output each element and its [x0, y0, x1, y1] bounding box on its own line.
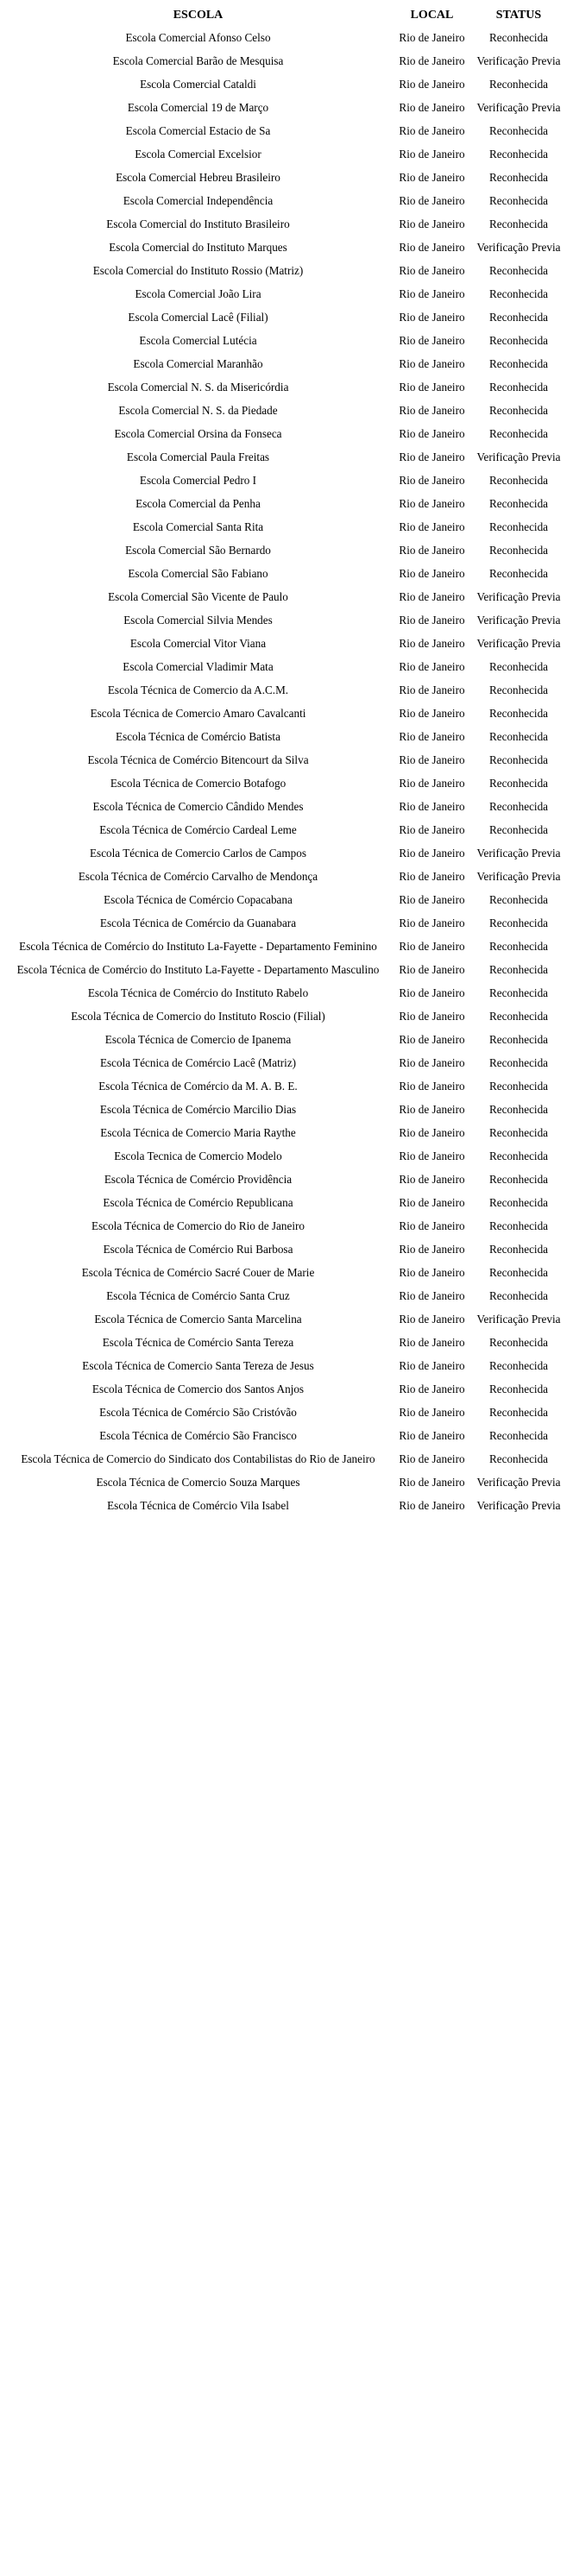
cell-escola: Escola Comercial Vladimir Mata — [123, 659, 274, 673]
cell-status: Reconhecida — [488, 217, 549, 230]
cell-escola: Escola Comercial N. S. da Piedade — [118, 403, 278, 417]
cell-status: Reconhecida — [488, 1288, 549, 1302]
table-row — [3, 958, 566, 981]
cell-local: Rio de Janeiro — [399, 566, 465, 580]
table-row — [3, 632, 566, 655]
cell-escola: Escola Comercial do Instituto Brasileiro — [106, 217, 290, 230]
cell-escola: Escola Comercial Lutécia — [139, 333, 257, 347]
table-row — [3, 841, 566, 865]
cell-escola: Escola Técnica de Comércio Copacabana — [104, 892, 293, 906]
cell-escola: Escola Comercial Paula Freitas — [126, 450, 270, 463]
table-row — [3, 1005, 566, 1028]
cell-local: Rio de Janeiro — [399, 613, 465, 627]
cell-status: Reconhecida — [488, 1172, 549, 1186]
table-row — [3, 515, 566, 539]
table-row — [3, 49, 566, 72]
cell-status: Verificação Previa — [476, 846, 561, 860]
cell-status: Reconhecida — [488, 30, 549, 44]
cell-escola: Escola Técnica de Comercio Amaro Cavalcanti — [90, 706, 306, 720]
cell-escola: Escola Técnica de Comercio de Ipanema — [104, 1032, 292, 1046]
table-row — [3, 96, 566, 119]
cell-status: Reconhecida — [488, 1195, 549, 1209]
cell-escola: Escola Técnica de Comércio Providência — [104, 1172, 293, 1186]
cell-status: Verificação Previa — [476, 54, 561, 67]
cell-escola: Escola Técnica de Comércio Rui Barbosa — [103, 1242, 293, 1256]
cell-status: Reconhecida — [488, 706, 549, 720]
cell-local: Rio de Janeiro — [399, 1195, 465, 1209]
cell-status: Reconhecida — [488, 1242, 549, 1256]
cell-escola: Escola Comercial Silvia Mendes — [123, 613, 273, 627]
table-row — [3, 1331, 566, 1354]
table-row — [3, 375, 566, 399]
cell-local: Rio de Janeiro — [399, 54, 465, 67]
table-row — [3, 445, 566, 469]
table-row — [3, 1121, 566, 1144]
cell-status: Reconhecida — [488, 822, 549, 836]
table-row — [3, 1354, 566, 1377]
cell-local: Rio de Janeiro — [399, 636, 465, 650]
cell-status: Reconhecida — [488, 520, 549, 533]
cell-escola: Escola Técnica de Comércio Bitencourt da Silva — [87, 753, 309, 766]
cell-status: Reconhecida — [488, 1079, 549, 1093]
cell-local: Rio de Janeiro — [399, 380, 465, 394]
cell-status: Reconhecida — [488, 1102, 549, 1116]
cell-escola: Escola Técnica de Comércio do Instituto Rabelo — [87, 986, 309, 999]
cell-status: Reconhecida — [488, 1149, 549, 1162]
cell-status: Reconhecida — [488, 403, 549, 417]
table-row — [3, 818, 566, 841]
cell-local: Rio de Janeiro — [399, 217, 465, 230]
cell-status: Reconhecida — [488, 683, 549, 696]
table-row — [3, 329, 566, 352]
cell-status: Reconhecida — [488, 1335, 549, 1349]
cell-status: Reconhecida — [488, 193, 549, 207]
table-row — [3, 1051, 566, 1074]
cell-local: Rio de Janeiro — [399, 520, 465, 533]
cell-status: Verificação Previa — [476, 1498, 561, 1512]
cell-escola: Escola Técnica de Comercio da A.C.M. — [107, 683, 289, 696]
cell-escola: Escola Técnica de Comercio do Rio de Janeiro — [91, 1219, 305, 1232]
cell-local: Rio de Janeiro — [399, 846, 465, 860]
cell-local: Rio de Janeiro — [399, 776, 465, 790]
cell-escola: Escola Tecnica de Comercio Modelo — [114, 1149, 282, 1162]
cell-status: Verificação Previa — [476, 613, 561, 627]
cell-escola: Escola Técnica de Comércio Lacê (Matriz) — [99, 1055, 297, 1069]
cell-local: Rio de Janeiro — [399, 426, 465, 440]
table-row — [3, 212, 566, 236]
cell-status: Reconhecida — [488, 939, 549, 953]
table-row — [3, 166, 566, 189]
table-row — [3, 26, 566, 49]
table-row — [3, 119, 566, 142]
table-row — [3, 1074, 566, 1098]
cell-escola: Escola Técnica de Comércio Santa Tereza — [102, 1335, 294, 1349]
table-row — [3, 1377, 566, 1401]
table-row — [3, 282, 566, 305]
cell-escola: Escola Técnica de Comércio Sacré Couer de Marie — [81, 1265, 315, 1279]
cell-local: Rio de Janeiro — [399, 100, 465, 114]
table-row — [3, 1284, 566, 1307]
cell-escola: Escola Comercial do Instituto Rossio (Matriz) — [92, 263, 304, 277]
cell-local: Rio de Janeiro — [399, 753, 465, 766]
cell-status: Reconhecida — [488, 333, 549, 347]
cell-local: Rio de Janeiro — [399, 147, 465, 161]
cell-local: Rio de Janeiro — [399, 1242, 465, 1256]
cell-local: Rio de Janeiro — [399, 799, 465, 813]
cell-local: Rio de Janeiro — [399, 916, 465, 929]
table-row — [3, 1401, 566, 1424]
cell-local: Rio de Janeiro — [399, 589, 465, 603]
cell-local: Rio de Janeiro — [399, 1102, 465, 1116]
cell-local: Rio de Janeiro — [399, 683, 465, 696]
cell-local: Rio de Janeiro — [399, 77, 465, 91]
cell-escola: Escola Técnica de Comércio Republicana — [103, 1195, 293, 1209]
cell-status: Reconhecida — [488, 1125, 549, 1139]
cell-escola: Escola Técnica de Comércio Vila Isabel — [107, 1498, 289, 1512]
cell-local: Rio de Janeiro — [399, 1265, 465, 1279]
cell-escola: Escola Comercial do Instituto Marques — [109, 240, 287, 254]
cell-local: Rio de Janeiro — [399, 123, 465, 137]
cell-local: Rio de Janeiro — [399, 1125, 465, 1139]
cell-escola: Escola Comercial Estacio de Sa — [125, 123, 271, 137]
cell-local: Rio de Janeiro — [399, 939, 465, 953]
cell-status: Reconhecida — [488, 543, 549, 557]
cell-status: Verificação Previa — [476, 636, 561, 650]
cell-local: Rio de Janeiro — [399, 1312, 465, 1326]
table-row — [3, 678, 566, 702]
cell-local: Rio de Janeiro — [399, 1452, 465, 1465]
table-header-row — [3, 5, 566, 26]
cell-local: Rio de Janeiro — [399, 496, 465, 510]
cell-local: Rio de Janeiro — [399, 1498, 465, 1512]
cell-escola: Escola Comercial São Fabiano — [128, 566, 268, 580]
cell-status: Reconhecida — [488, 380, 549, 394]
table-row — [3, 1471, 566, 1494]
cell-status: Reconhecida — [488, 799, 549, 813]
cell-escola: Escola Técnica de Comércio São Cristóvão — [99, 1405, 297, 1419]
cell-local: Rio de Janeiro — [399, 543, 465, 557]
cell-local: Rio de Janeiro — [399, 263, 465, 277]
cell-status: Verificação Previa — [476, 240, 561, 254]
cell-local: Rio de Janeiro — [399, 1032, 465, 1046]
cell-escola: Escola Comercial Maranhão — [133, 356, 263, 370]
table-row — [3, 1191, 566, 1214]
cell-escola: Escola Técnica de Comercio do Sindicato dos Contabilistas do Rio de Janeiro — [21, 1452, 375, 1465]
cell-local: Rio de Janeiro — [399, 310, 465, 324]
cell-escola: Escola Comercial da Penha — [135, 496, 261, 510]
schools-table — [3, 5, 566, 1517]
cell-escola: Escola Técnica de Comércio do Instituto La-Fayette - Departamento Masculino — [16, 962, 380, 976]
cell-local: Rio de Janeiro — [399, 170, 465, 184]
cell-local: Rio de Janeiro — [399, 1149, 465, 1162]
cell-local: Rio de Janeiro — [399, 892, 465, 906]
table-row — [3, 935, 566, 958]
table-row — [3, 1214, 566, 1238]
cell-status: Verificação Previa — [476, 589, 561, 603]
cell-status: Verificação Previa — [476, 1312, 561, 1326]
cell-escola: Escola Comercial 19 de Março — [127, 100, 269, 114]
table-row — [3, 259, 566, 282]
table-row — [3, 1494, 566, 1517]
table-row — [3, 1098, 566, 1121]
table-row — [3, 399, 566, 422]
cell-local: Rio de Janeiro — [399, 1358, 465, 1372]
table-row — [3, 795, 566, 818]
cell-status: Reconhecida — [488, 962, 549, 976]
table-row — [3, 725, 566, 748]
cell-local: Rio de Janeiro — [399, 1009, 465, 1023]
cell-status: Reconhecida — [488, 1382, 549, 1395]
table-row — [3, 1238, 566, 1261]
cell-escola: Escola Técnica de Comercio Carlos de Campos — [90, 846, 306, 860]
cell-local: Rio de Janeiro — [399, 193, 465, 207]
cell-escola: Escola Comercial Lacê (Filial) — [128, 310, 268, 324]
cell-status: Reconhecida — [488, 356, 549, 370]
cell-local: Rio de Janeiro — [399, 1079, 465, 1093]
cell-escola: Escola Comercial Vitor Viana — [129, 636, 267, 650]
column-header-escola: ESCOLA — [173, 9, 224, 22]
cell-local: Rio de Janeiro — [399, 986, 465, 999]
cell-escola: Escola Técnica de Comercio do Instituto Roscio (Filial) — [71, 1009, 325, 1023]
cell-status: Reconhecida — [488, 1358, 549, 1372]
table-body — [3, 26, 566, 1517]
cell-status: Reconhecida — [488, 473, 549, 487]
cell-escola: Escola Técnica de Comercio Santa Tereza de Jesus — [82, 1358, 314, 1372]
table-row — [3, 142, 566, 166]
cell-escola: Escola Técnica de Comércio do Instituto La-Fayette - Departamento Feminino — [19, 939, 377, 953]
cell-status: Reconhecida — [488, 1405, 549, 1419]
cell-escola: Escola Comercial Barão de Mesquisa — [112, 54, 284, 67]
cell-local: Rio de Janeiro — [399, 1055, 465, 1069]
cell-local: Rio de Janeiro — [399, 450, 465, 463]
cell-local: Rio de Janeiro — [399, 1288, 465, 1302]
cell-status: Verificação Previa — [476, 1475, 561, 1489]
cell-escola: Escola Comercial Pedro I — [139, 473, 257, 487]
cell-local: Rio de Janeiro — [399, 1382, 465, 1395]
cell-status: Reconhecida — [488, 892, 549, 906]
cell-escola: Escola Técnica de Comércio Cardeal Leme — [99, 822, 297, 836]
cell-status: Reconhecida — [488, 1219, 549, 1232]
table-row — [3, 1144, 566, 1168]
cell-escola: Escola Comercial Orsina da Fonseca — [114, 426, 282, 440]
table-row — [3, 469, 566, 492]
table-row — [3, 1447, 566, 1471]
cell-local: Rio de Janeiro — [399, 962, 465, 976]
table-row — [3, 422, 566, 445]
cell-status: Reconhecida — [488, 1055, 549, 1069]
cell-escola: Escola Comercial Santa Rita — [132, 520, 264, 533]
cell-local: Rio de Janeiro — [399, 1475, 465, 1489]
table-row — [3, 305, 566, 329]
cell-status: Reconhecida — [488, 566, 549, 580]
table-row — [3, 562, 566, 585]
table-row — [3, 539, 566, 562]
cell-escola: Escola Técnica de Comercio Souza Marques — [96, 1475, 300, 1489]
table-row — [3, 911, 566, 935]
table-row — [3, 772, 566, 795]
column-header-local: LOCAL — [410, 9, 454, 22]
table-row — [3, 865, 566, 888]
cell-escola: Escola Comercial Excelsior — [135, 147, 261, 161]
cell-escola: Escola Técnica de Comércio da Guanabara — [99, 916, 297, 929]
table-row — [3, 352, 566, 375]
cell-local: Rio de Janeiro — [399, 30, 465, 44]
cell-escola: Escola Técnica de Comércio Carvalho de Mendonça — [78, 869, 318, 883]
table-row — [3, 1261, 566, 1284]
table-row — [3, 748, 566, 772]
table-row — [3, 888, 566, 911]
cell-status: Reconhecida — [488, 1428, 549, 1442]
cell-escola: Escola Técnica de Comércio da M. A. B. E. — [98, 1079, 298, 1093]
cell-local: Rio de Janeiro — [399, 869, 465, 883]
cell-escola: Escola Técnica de Comércio São Francisco — [99, 1428, 297, 1442]
cell-status: Reconhecida — [488, 659, 549, 673]
table-row — [3, 608, 566, 632]
cell-status: Reconhecida — [488, 170, 549, 184]
cell-status: Reconhecida — [488, 147, 549, 161]
cell-status: Verificação Previa — [476, 869, 561, 883]
cell-status: Reconhecida — [488, 123, 549, 137]
cell-local: Rio de Janeiro — [399, 1428, 465, 1442]
cell-escola: Escola Técnica de Comercio Santa Marcelina — [94, 1312, 302, 1326]
table-row — [3, 1168, 566, 1191]
cell-escola: Escola Comercial Afonso Celso — [125, 30, 271, 44]
table-row — [3, 492, 566, 515]
cell-escola: Escola Técnica de Comércio Batista — [116, 729, 280, 743]
cell-status: Verificação Previa — [476, 100, 561, 114]
cell-escola: Escola Comercial Cataldi — [140, 77, 256, 91]
cell-local: Rio de Janeiro — [399, 1219, 465, 1232]
table-row — [3, 236, 566, 259]
cell-status: Reconhecida — [488, 1032, 549, 1046]
cell-escola: Escola Comercial João Lira — [135, 287, 261, 300]
cell-escola: Escola Técnica de Comércio Marcilio Dias — [99, 1102, 297, 1116]
cell-local: Rio de Janeiro — [399, 659, 465, 673]
cell-status: Reconhecida — [488, 310, 549, 324]
cell-local: Rio de Janeiro — [399, 729, 465, 743]
cell-escola: Escola Comercial São Vicente de Paulo — [108, 589, 288, 603]
cell-local: Rio de Janeiro — [399, 1335, 465, 1349]
cell-escola: Escola Técnica de Comercio Botafogo — [110, 776, 286, 790]
cell-status: Reconhecida — [488, 1452, 549, 1465]
table-row — [3, 702, 566, 725]
cell-escola: Escola Comercial São Bernardo — [125, 543, 271, 557]
column-header-status: STATUS — [495, 9, 542, 22]
cell-status: Reconhecida — [488, 287, 549, 300]
cell-local: Rio de Janeiro — [399, 240, 465, 254]
cell-status: Reconhecida — [488, 1265, 549, 1279]
table-row — [3, 585, 566, 608]
cell-escola: Escola Técnica de Comercio Cândido Mendes — [92, 799, 304, 813]
cell-escola: Escola Técnica de Comércio Santa Cruz — [106, 1288, 290, 1302]
cell-status: Reconhecida — [488, 753, 549, 766]
cell-local: Rio de Janeiro — [399, 706, 465, 720]
cell-status: Reconhecida — [488, 729, 549, 743]
cell-status: Reconhecida — [488, 776, 549, 790]
cell-local: Rio de Janeiro — [399, 1172, 465, 1186]
table-row — [3, 655, 566, 678]
cell-escola: Escola Técnica de Comercio dos Santos Anjos — [91, 1382, 305, 1395]
cell-local: Rio de Janeiro — [399, 333, 465, 347]
cell-status: Reconhecida — [488, 496, 549, 510]
cell-local: Rio de Janeiro — [399, 356, 465, 370]
cell-status: Reconhecida — [488, 77, 549, 91]
cell-status: Verificação Previa — [476, 450, 561, 463]
cell-status: Reconhecida — [488, 1009, 549, 1023]
cell-escola: Escola Comercial N. S. da Misericórdia — [107, 380, 289, 394]
cell-escola: Escola Técnica de Comercio Maria Raythe — [100, 1125, 296, 1139]
cell-status: Reconhecida — [488, 916, 549, 929]
cell-escola: Escola Comercial Independência — [123, 193, 274, 207]
cell-local: Rio de Janeiro — [399, 403, 465, 417]
cell-status: Reconhecida — [488, 986, 549, 999]
cell-local: Rio de Janeiro — [399, 822, 465, 836]
cell-local: Rio de Janeiro — [399, 473, 465, 487]
cell-local: Rio de Janeiro — [399, 1405, 465, 1419]
table-row — [3, 981, 566, 1005]
table-row — [3, 1424, 566, 1447]
table-row — [3, 1028, 566, 1051]
cell-local: Rio de Janeiro — [399, 287, 465, 300]
table-row — [3, 72, 566, 96]
cell-status: Reconhecida — [488, 426, 549, 440]
cell-escola: Escola Comercial Hebreu Brasileiro — [116, 170, 280, 184]
cell-status: Reconhecida — [488, 263, 549, 277]
table-row — [3, 1307, 566, 1331]
table-row — [3, 189, 566, 212]
